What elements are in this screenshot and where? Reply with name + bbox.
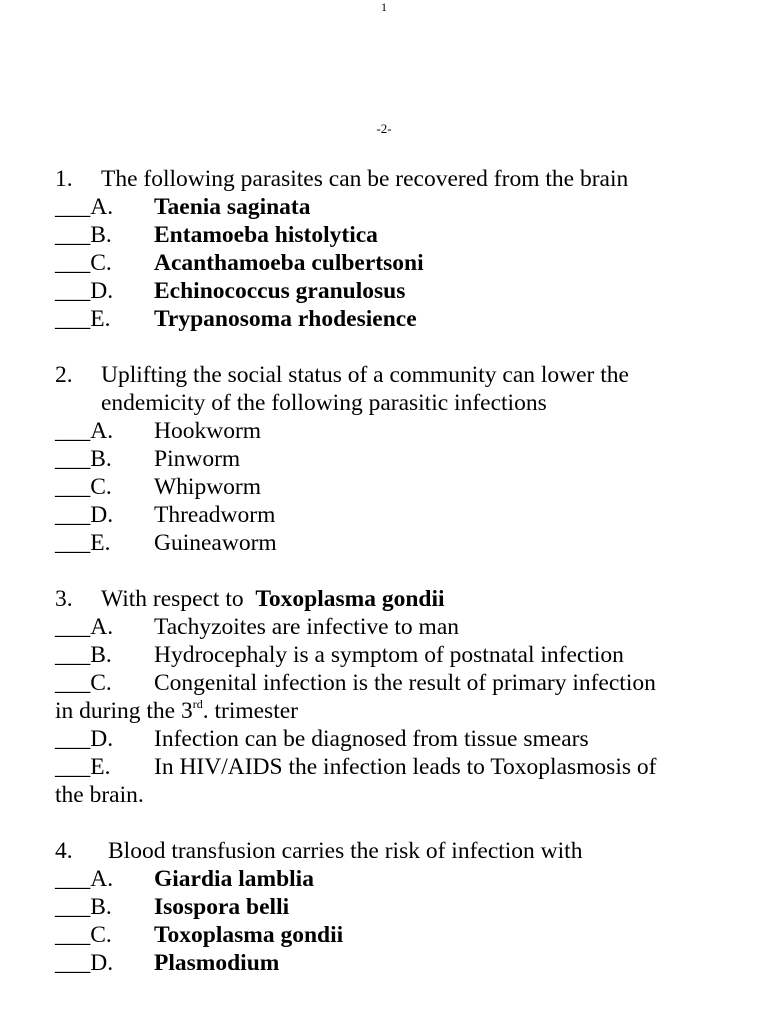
option-label: ___E. xyxy=(55,754,111,780)
option-c[interactable] xyxy=(55,669,755,697)
option-label: ___E. xyxy=(55,530,111,556)
option-text: Echinococcus granulosus xyxy=(154,278,406,304)
question-number: 4. xyxy=(55,838,73,864)
option-text: Whipworm xyxy=(154,474,262,500)
option-text: Isospora belli xyxy=(154,894,290,920)
question-text-bold: Toxoplasma gondii xyxy=(255,586,445,612)
option-text: Taenia saginata xyxy=(154,194,311,220)
option-e[interactable] xyxy=(55,529,755,557)
option-label: ___A. xyxy=(55,614,114,640)
option-label: ___C. xyxy=(55,670,112,696)
option-label: ___C. xyxy=(55,474,112,500)
question-stem xyxy=(55,585,755,613)
option-a[interactable] xyxy=(55,193,755,221)
option-text-continued: the brain. xyxy=(55,782,144,808)
option-label: ___D. xyxy=(55,950,114,976)
option-b[interactable] xyxy=(55,445,755,473)
option-text: Giardia lamblia xyxy=(154,866,314,892)
option-c[interactable] xyxy=(55,249,755,277)
option-label: ___B. xyxy=(55,222,112,248)
option-text: Entamoeba histolytica xyxy=(154,222,378,248)
question-number: 2. xyxy=(55,362,73,388)
option-label: ___B. xyxy=(55,894,112,920)
question-stem xyxy=(55,361,755,389)
option-c[interactable] xyxy=(55,473,755,501)
question-text: With respect to xyxy=(101,586,244,612)
option-label: ___B. xyxy=(55,642,112,668)
option-b[interactable] xyxy=(55,641,755,669)
question-1 xyxy=(55,165,755,333)
question-number: 1. xyxy=(55,166,73,192)
option-label: ___C. xyxy=(55,250,112,276)
option-text: Guineaworm xyxy=(154,530,277,556)
continued-text: in during the 3 xyxy=(55,698,193,724)
question-2 xyxy=(55,361,755,557)
option-a[interactable] xyxy=(55,417,755,445)
option-a[interactable] xyxy=(55,865,755,893)
option-text-continued xyxy=(55,697,755,725)
page-number-top: 1 xyxy=(381,0,387,14)
option-b[interactable] xyxy=(55,893,755,921)
question-text: The following parasites can be recovered from the brain xyxy=(101,166,629,192)
option-text: Hydrocephaly is a symptom of postnatal infection xyxy=(154,642,624,668)
option-text: Acanthamoeba culbertsoni xyxy=(154,250,424,276)
option-d[interactable] xyxy=(55,949,755,977)
option-b[interactable] xyxy=(55,221,755,249)
question-text-continued: endemicity of the following parasitic infections xyxy=(101,390,547,416)
option-text: Toxoplasma gondii xyxy=(154,922,344,948)
option-text: In HIV/AIDS the infection leads to Toxoplasmosis of xyxy=(154,754,657,780)
option-text: Tachyzoites are infective to man xyxy=(154,614,460,640)
option-d[interactable] xyxy=(55,277,755,305)
option-text: Hookworm xyxy=(154,418,262,444)
option-text: Plasmodium xyxy=(154,950,280,976)
question-number: 3. xyxy=(55,586,73,612)
option-label: ___A. xyxy=(55,418,114,444)
ordinal-suffix: rd xyxy=(192,697,203,712)
option-text: Infection can be diagnosed from tissue smears xyxy=(154,726,589,752)
question-stem xyxy=(55,165,755,193)
question-text: Blood transfusion carries the risk of infection with xyxy=(108,838,583,864)
question-text: Uplifting the social status of a community can lower the xyxy=(101,362,629,388)
page-number-header: -2- xyxy=(376,121,392,136)
option-e[interactable] xyxy=(55,753,755,781)
question-4 xyxy=(55,837,755,977)
option-label: ___B. xyxy=(55,446,112,472)
option-text: Congenital infection is the result of primary infection xyxy=(154,670,656,696)
continued-text-end: . trimester xyxy=(202,698,298,724)
option-e[interactable] xyxy=(55,305,755,333)
option-label: ___C. xyxy=(55,922,112,948)
question-3 xyxy=(55,585,755,809)
option-label: ___A. xyxy=(55,866,114,892)
option-text: Pinworm xyxy=(154,446,241,472)
option-label: ___A. xyxy=(55,194,114,220)
option-label: ___D. xyxy=(55,278,114,304)
option-label: ___D. xyxy=(55,726,114,752)
question-list xyxy=(55,165,755,1005)
option-text: Threadworm xyxy=(154,502,276,528)
option-a[interactable] xyxy=(55,613,755,641)
option-label: ___D. xyxy=(55,502,114,528)
option-d[interactable] xyxy=(55,725,755,753)
option-text: Trypanosoma rhodesience xyxy=(154,306,417,332)
option-label: ___E. xyxy=(55,306,111,332)
question-stem xyxy=(55,837,755,865)
option-c[interactable] xyxy=(55,921,755,949)
option-d[interactable] xyxy=(55,501,755,529)
